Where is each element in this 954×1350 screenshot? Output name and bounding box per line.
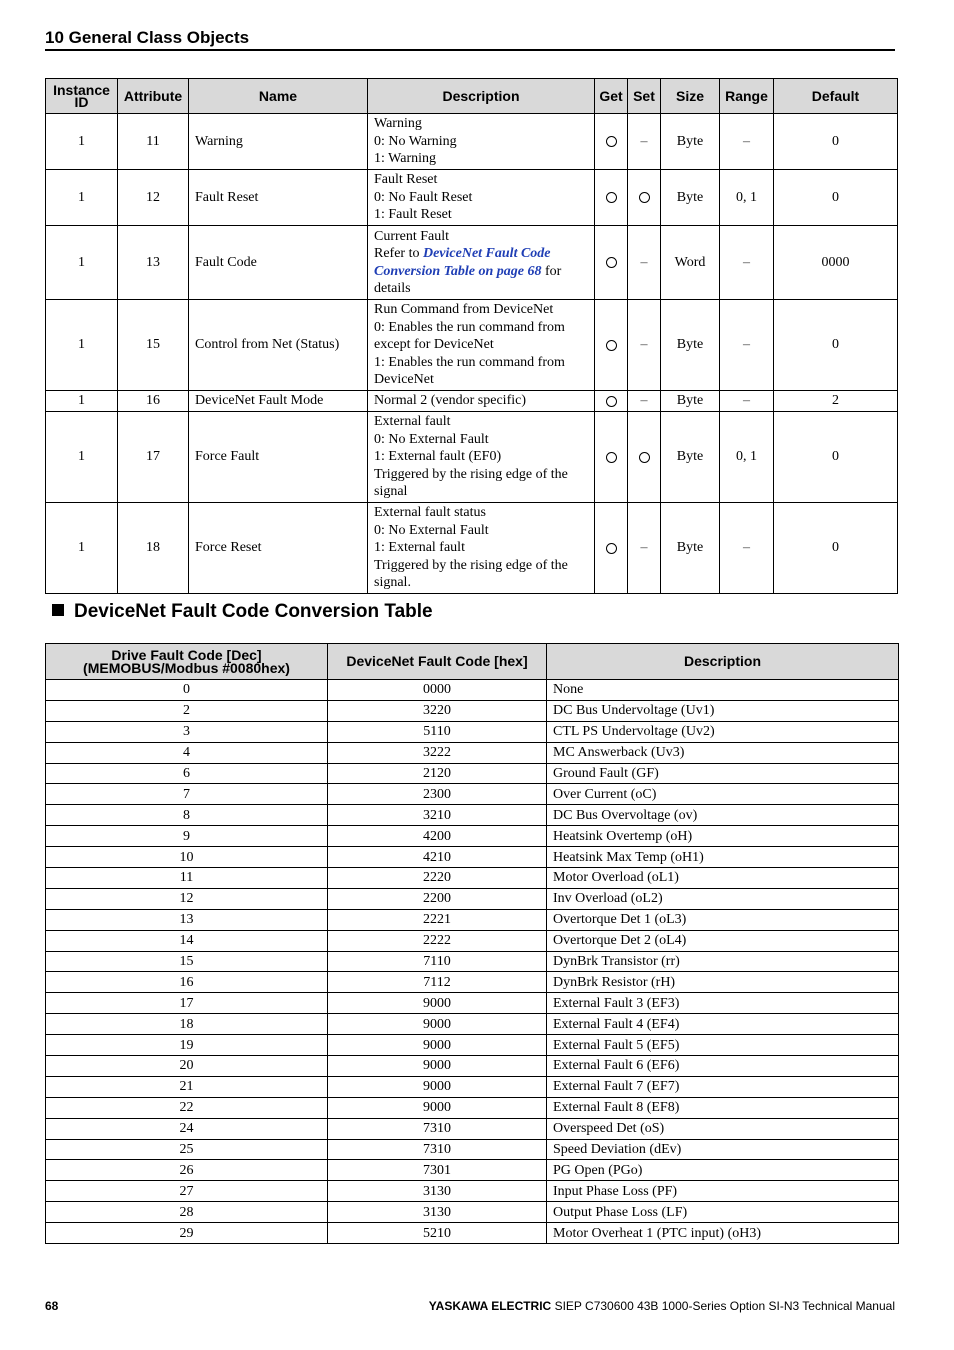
cell-fault-description: Heatsink Max Temp (oH1) <box>547 847 899 868</box>
table-row <box>46 763 899 784</box>
supported-circle-icon <box>606 452 617 463</box>
cell-default: 0 <box>774 412 898 503</box>
cell-get <box>595 300 628 391</box>
cell-devicenet-fault-code: 3130 <box>328 1202 547 1223</box>
cell-drive-fault-code: 4 <box>46 742 328 763</box>
cell-devicenet-fault-code: 5210 <box>328 1223 547 1244</box>
description-line: Current Fault <box>374 228 450 244</box>
cell-get <box>595 170 628 226</box>
description-line: 0: Enables the run command from except for DeviceNet <box>374 319 565 353</box>
fault-code-table-link[interactable]: DeviceNet Fault Code Conversion Table on page 68 <box>374 246 551 279</box>
table-row <box>46 847 899 868</box>
description-post: for details <box>374 263 562 296</box>
cell-devicenet-fault-code: 0000 <box>328 680 547 701</box>
cell-drive-fault-code: 20 <box>46 1056 328 1077</box>
cell-description <box>368 300 595 391</box>
cell-fault-description: Motor Overheat 1 (PTC input) (oH3) <box>547 1223 899 1244</box>
cell-fault-description: Input Phase Loss (PF) <box>547 1181 899 1202</box>
description-line: 1: Warning <box>374 151 436 167</box>
cell-name: Fault Code <box>189 226 368 300</box>
supported-circle-icon <box>606 257 617 268</box>
cell-fault-description: Output Phase Loss (LF) <box>547 1202 899 1223</box>
header-drive-fault-code-line1: Drive Fault Code [Dec] <box>111 646 262 663</box>
cell-description <box>368 170 595 226</box>
header-instance-id: Instance ID <box>46 79 118 114</box>
cell-get <box>595 503 628 594</box>
cell-drive-fault-code: 27 <box>46 1181 328 1202</box>
cell-instance: 1 <box>46 226 118 300</box>
cell-range: 0, 1 <box>720 412 774 503</box>
sub-heading-text: DeviceNet Fault Code Conversion Table <box>74 601 433 622</box>
table-row <box>46 1097 899 1118</box>
cell-fault-description: Heatsink Overtemp (oH) <box>547 826 899 847</box>
supported-circle-icon <box>606 543 617 554</box>
cell-devicenet-fault-code: 3210 <box>328 805 547 826</box>
cell-devicenet-fault-code: 7112 <box>328 972 547 993</box>
not-supported-dash: – <box>640 393 648 409</box>
section-header: 10 General Class Objects <box>45 28 895 51</box>
header-drive-fault-code <box>46 644 328 680</box>
cell-fault-description: DC Bus Undervoltage (Uv1) <box>547 700 899 721</box>
cell-drive-fault-code: 24 <box>46 1118 328 1139</box>
cell-devicenet-fault-code: 3222 <box>328 742 547 763</box>
sub-heading <box>52 600 433 624</box>
table-row <box>46 784 899 805</box>
cell-devicenet-fault-code: 2120 <box>328 763 547 784</box>
cell-devicenet-fault-code: 2220 <box>328 868 547 889</box>
supported-circle-icon <box>606 192 617 203</box>
description-line: 0: No Warning <box>374 133 457 149</box>
cell-drive-fault-code: 19 <box>46 1035 328 1056</box>
supported-circle-icon <box>606 396 617 407</box>
description-line: 1: External fault (EF0) <box>374 449 502 465</box>
cell-drive-fault-code: 12 <box>46 888 328 909</box>
footer-brand: YASKAWA ELECTRIC <box>428 1299 552 1313</box>
cell-description <box>368 503 595 594</box>
cell-devicenet-fault-code: 9000 <box>328 1056 547 1077</box>
cell-fault-description: Ground Fault (GF) <box>547 763 899 784</box>
cell-devicenet-fault-code: 7310 <box>328 1139 547 1160</box>
cell-range: – <box>720 226 774 300</box>
cell-fault-description: PG Open (PGo) <box>547 1160 899 1181</box>
cell-fault-description: External Fault 7 (EF7) <box>547 1076 899 1097</box>
description-line: Run Command from DeviceNet <box>374 302 554 318</box>
table-row <box>46 742 899 763</box>
cell-set <box>628 391 661 412</box>
cell-attribute: 16 <box>118 391 189 412</box>
cell-drive-fault-code: 16 <box>46 972 328 993</box>
description-line: 1: Fault Reset <box>374 207 452 223</box>
table-row <box>46 972 899 993</box>
table-row <box>46 1014 899 1035</box>
cell-devicenet-fault-code: 9000 <box>328 1014 547 1035</box>
table-row <box>46 993 899 1014</box>
page-number: 68 <box>45 1299 59 1313</box>
cell-instance: 1 <box>46 503 118 594</box>
table-row <box>46 930 899 951</box>
cell-devicenet-fault-code: 4200 <box>328 826 547 847</box>
cell-devicenet-fault-code: 3130 <box>328 1181 547 1202</box>
cell-name: Force Reset <box>189 503 368 594</box>
cell-set <box>628 170 661 226</box>
cell-devicenet-fault-code: 9000 <box>328 1035 547 1056</box>
cell-size: Byte <box>661 391 720 412</box>
supported-circle-icon <box>606 340 617 351</box>
table-row <box>46 909 899 930</box>
table-row <box>46 721 899 742</box>
supported-circle-icon <box>639 452 650 463</box>
table-row <box>46 114 898 170</box>
description-pre: Refer to <box>374 246 423 261</box>
description-reference <box>374 246 561 296</box>
not-supported-dash: – <box>640 254 648 270</box>
cell-size: Byte <box>661 412 720 503</box>
cell-description <box>368 412 595 503</box>
header-description: Description <box>368 79 595 114</box>
cell-drive-fault-code: 17 <box>46 993 328 1014</box>
cell-instance: 1 <box>46 300 118 391</box>
supported-circle-icon <box>606 136 617 147</box>
cell-drive-fault-code: 9 <box>46 826 328 847</box>
cell-drive-fault-code: 11 <box>46 868 328 889</box>
cell-description <box>368 391 595 412</box>
description-line: 0: No Fault Reset <box>374 189 473 205</box>
cell-fault-description: External Fault 3 (EF3) <box>547 993 899 1014</box>
square-bullet-icon <box>52 604 64 616</box>
table-row <box>46 391 898 412</box>
table-row <box>46 868 899 889</box>
cell-fault-description: Overtorque Det 2 (oL4) <box>547 930 899 951</box>
cell-default: 2 <box>774 391 898 412</box>
cell-name: Fault Reset <box>189 170 368 226</box>
cell-size: Byte <box>661 300 720 391</box>
description-line: 0: No External Fault <box>374 431 489 447</box>
cell-drive-fault-code: 0 <box>46 680 328 701</box>
cell-size: Byte <box>661 503 720 594</box>
cell-set <box>628 114 661 170</box>
cell-fault-description: Speed Deviation (dEv) <box>547 1139 899 1160</box>
header-name: Name <box>189 79 368 114</box>
description-line: Normal 2 (vendor specific) <box>374 393 526 409</box>
header-drive-fault-code-line2: (MEMOBUS/Modbus #0080hex) <box>83 659 290 676</box>
cell-devicenet-fault-code: 2300 <box>328 784 547 805</box>
table-row <box>46 170 898 226</box>
cell-drive-fault-code: 22 <box>46 1097 328 1118</box>
cell-name: DeviceNet Fault Mode <box>189 391 368 412</box>
cell-size: Byte <box>661 170 720 226</box>
table-row <box>46 1202 899 1223</box>
cell-devicenet-fault-code: 7301 <box>328 1160 547 1181</box>
table-row <box>46 226 898 300</box>
cell-drive-fault-code: 8 <box>46 805 328 826</box>
cell-name: Force Fault <box>189 412 368 503</box>
cell-devicenet-fault-code: 4210 <box>328 847 547 868</box>
cell-drive-fault-code: 26 <box>46 1160 328 1181</box>
cell-fault-description: External Fault 6 (EF6) <box>547 1056 899 1077</box>
cell-set <box>628 300 661 391</box>
cell-default: 0 <box>774 300 898 391</box>
not-supported-dash: – <box>640 540 648 556</box>
description-line: External fault status <box>374 505 486 521</box>
cell-drive-fault-code: 10 <box>46 847 328 868</box>
cell-description <box>368 114 595 170</box>
header-fault-description: Description <box>547 644 899 680</box>
cell-instance: 1 <box>46 114 118 170</box>
cell-fault-description: CTL PS Undervoltage (Uv2) <box>547 721 899 742</box>
cell-size: Word <box>661 226 720 300</box>
cell-drive-fault-code: 25 <box>46 1139 328 1160</box>
table-row <box>46 680 899 701</box>
cell-fault-description: External Fault 5 (EF5) <box>547 1035 899 1056</box>
cell-drive-fault-code: 18 <box>46 1014 328 1035</box>
footer-title-text: SIEP C730600 43B 1000-Series Option SI-N3 Technical Manual <box>551 1299 895 1313</box>
cell-fault-description: DC Bus Overvoltage (ov) <box>547 805 899 826</box>
cell-range: – <box>720 300 774 391</box>
cell-attribute: 18 <box>118 503 189 594</box>
cell-fault-description: None <box>547 680 899 701</box>
cell-set <box>628 412 661 503</box>
footer-doc-title <box>429 1299 895 1313</box>
cell-set <box>628 226 661 300</box>
description-line: Triggered by the rising edge of the signal <box>374 466 568 500</box>
table-row <box>46 700 899 721</box>
table-row <box>46 1181 899 1202</box>
attribute-table-header <box>46 79 898 114</box>
table-row <box>46 1139 899 1160</box>
cell-fault-description: MC Answerback (Uv3) <box>547 742 899 763</box>
cell-devicenet-fault-code: 7110 <box>328 951 547 972</box>
cell-drive-fault-code: 29 <box>46 1223 328 1244</box>
not-supported-dash: – <box>640 133 648 149</box>
cell-fault-description: DynBrk Transistor (rr) <box>547 951 899 972</box>
cell-get <box>595 391 628 412</box>
cell-devicenet-fault-code: 3220 <box>328 700 547 721</box>
cell-attribute: 11 <box>118 114 189 170</box>
cell-range: – <box>720 391 774 412</box>
cell-devicenet-fault-code: 2200 <box>328 888 547 909</box>
cell-devicenet-fault-code: 5110 <box>328 721 547 742</box>
cell-fault-description: DynBrk Resistor (rH) <box>547 972 899 993</box>
cell-attribute: 12 <box>118 170 189 226</box>
cell-fault-description: Motor Overload (oL1) <box>547 868 899 889</box>
cell-fault-description: External Fault 4 (EF4) <box>547 1014 899 1035</box>
not-supported-dash: – <box>640 337 648 353</box>
cell-get <box>595 114 628 170</box>
description-line: Fault Reset <box>374 172 438 188</box>
cell-drive-fault-code: 15 <box>46 951 328 972</box>
cell-drive-fault-code: 13 <box>46 909 328 930</box>
table-row <box>46 826 899 847</box>
cell-devicenet-fault-code: 7310 <box>328 1118 547 1139</box>
description-line: 1: Enables the run command from DeviceNet <box>374 354 565 388</box>
header-devicenet-fault-code: DeviceNet Fault Code [hex] <box>328 644 547 680</box>
table-row <box>46 805 899 826</box>
header-range: Range <box>720 79 774 114</box>
cell-drive-fault-code: 7 <box>46 784 328 805</box>
cell-default: 0 <box>774 503 898 594</box>
header-default: Default <box>774 79 898 114</box>
cell-attribute: 13 <box>118 226 189 300</box>
table-row <box>46 888 899 909</box>
cell-devicenet-fault-code: 9000 <box>328 993 547 1014</box>
cell-drive-fault-code: 21 <box>46 1076 328 1097</box>
cell-devicenet-fault-code: 9000 <box>328 1076 547 1097</box>
cell-get <box>595 226 628 300</box>
description-line: 0: No External Fault <box>374 522 489 538</box>
cell-attribute: 15 <box>118 300 189 391</box>
table-row <box>46 1223 899 1244</box>
cell-devicenet-fault-code: 2221 <box>328 909 547 930</box>
cell-default: 0 <box>774 114 898 170</box>
cell-range: – <box>720 114 774 170</box>
cell-devicenet-fault-code: 9000 <box>328 1097 547 1118</box>
cell-default: 0 <box>774 170 898 226</box>
header-set: Set <box>628 79 661 114</box>
cell-drive-fault-code: 2 <box>46 700 328 721</box>
header-attribute: Attribute <box>118 79 189 114</box>
cell-range: – <box>720 503 774 594</box>
cell-set <box>628 503 661 594</box>
table-row <box>46 503 898 594</box>
supported-circle-icon <box>639 192 650 203</box>
fault-table-header <box>46 644 899 680</box>
table-row <box>46 1056 899 1077</box>
table-row <box>46 412 898 503</box>
cell-fault-description: Overtorque Det 1 (oL3) <box>547 909 899 930</box>
description-line: 1: External fault <box>374 540 465 556</box>
table-row <box>46 1035 899 1056</box>
cell-size: Byte <box>661 114 720 170</box>
table-row <box>46 300 898 391</box>
cell-instance: 1 <box>46 170 118 226</box>
table-row <box>46 951 899 972</box>
cell-instance: 1 <box>46 391 118 412</box>
fault-code-table <box>45 643 899 1244</box>
cell-drive-fault-code: 6 <box>46 763 328 784</box>
cell-drive-fault-code: 3 <box>46 721 328 742</box>
description-line: Triggered by the rising edge of the signal. <box>374 557 568 591</box>
cell-range: 0, 1 <box>720 170 774 226</box>
cell-fault-description: Over Current (oC) <box>547 784 899 805</box>
cell-instance: 1 <box>46 412 118 503</box>
cell-default: 0000 <box>774 226 898 300</box>
description-line: Warning <box>374 116 422 132</box>
header-size: Size <box>661 79 720 114</box>
cell-fault-description: Inv Overload (oL2) <box>547 888 899 909</box>
attribute-table <box>45 78 898 594</box>
header-get: Get <box>595 79 628 114</box>
cell-name: Warning <box>189 114 368 170</box>
cell-drive-fault-code: 14 <box>46 930 328 951</box>
cell-drive-fault-code: 28 <box>46 1202 328 1223</box>
cell-attribute: 17 <box>118 412 189 503</box>
cell-fault-description: External Fault 8 (EF8) <box>547 1097 899 1118</box>
table-row <box>46 1076 899 1097</box>
table-row <box>46 1118 899 1139</box>
cell-name: Control from Net (Status) <box>189 300 368 391</box>
cell-devicenet-fault-code: 2222 <box>328 930 547 951</box>
cell-fault-description: Overspeed Det (oS) <box>547 1118 899 1139</box>
cell-get <box>595 412 628 503</box>
description-line: External fault <box>374 414 451 430</box>
table-row <box>46 1160 899 1181</box>
cell-description <box>368 226 595 300</box>
